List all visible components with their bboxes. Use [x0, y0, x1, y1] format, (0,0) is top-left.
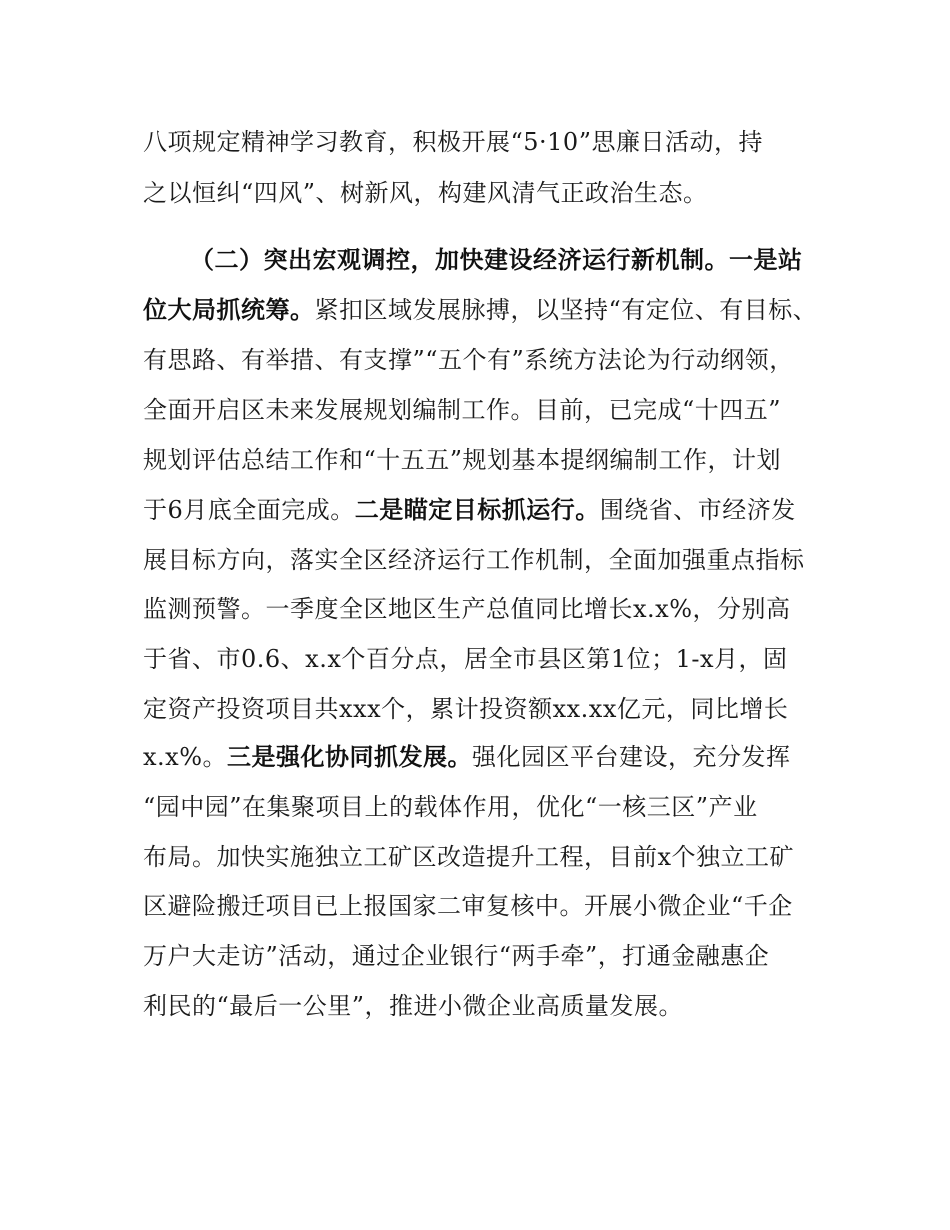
line-text: 紧扣区域发展脉搏，以坚持“有定位、有目标、 — [314, 296, 818, 324]
paragraph-line: 布局。加快实施独立工矿区改造提升工程，目前x个独立工矿 — [143, 843, 795, 871]
paragraph-line: 全面开启区未来发展规划编制工作。目前，已完成“十四五” — [143, 396, 782, 424]
paragraph-line: 利民的“最后一公里”，推进小微企业高质量发展。 — [143, 992, 684, 1020]
paragraph-line — [143, 290, 833, 330]
point-one-label-cont: 位大局抓统筹。 — [143, 296, 315, 324]
point-one-label: 一是站 — [729, 246, 803, 274]
paragraph-line: 万户大走访”活动，通过企业银行“两手牵”，打通金融惠企 — [143, 942, 770, 970]
paragraph-line: 于省、市0.6、x.x个百分点，居全市县区第1位；1-x月，固 — [143, 645, 788, 673]
paragraph-line: 有思路、有举措、有支撑”“五个有”系统方法论为行动纲领， — [143, 346, 794, 374]
paragraph-line: 区避险搬迁项目已上报国家二审复核中。开展小微企业“千企 — [143, 892, 793, 920]
point-three-label: 三是强化协同抓发展。 — [227, 743, 473, 771]
paragraph-line — [143, 490, 833, 530]
line-text: 围绕省、市经济发 — [599, 496, 796, 524]
line-text: 于6月底全面完成。 — [143, 496, 355, 524]
paragraph-line: 定资产投资项目共xxx个，累计投资额xx.xx亿元，同比增长 — [143, 695, 789, 723]
section-heading: （二）突出宏观调控，加快建设经济运行新机制。 — [190, 246, 729, 274]
section-heading-line — [190, 240, 880, 280]
paragraph-line: 规划评估总结工作和“十五五”规划基本提纲编制工作，计划 — [143, 446, 782, 474]
line-text: 强化园区平台建设，充分发挥 — [472, 743, 791, 771]
paragraph-line: 之以恒纠“四风”、树新风，构建风清气正政治生态。 — [143, 179, 708, 207]
paragraph-line: 八项规定精神学习教育，积极开展“5·10”思廉日活动，持 — [143, 128, 763, 156]
paragraph-line: “园中园”在集聚项目上的载体作用，优化“一核三区”产业 — [143, 793, 758, 821]
line-text: x.x%。 — [143, 743, 228, 771]
paragraph-line — [143, 737, 833, 777]
point-two-label: 二是瞄定目标抓运行。 — [354, 496, 600, 524]
paragraph-line: 展目标方向，落实全区经济运行工作机制，全面加强重点指标 — [143, 546, 805, 574]
paragraph-line: 监测预警。一季度全区地区生产总值同比增长x.x%，分别高 — [143, 595, 791, 623]
